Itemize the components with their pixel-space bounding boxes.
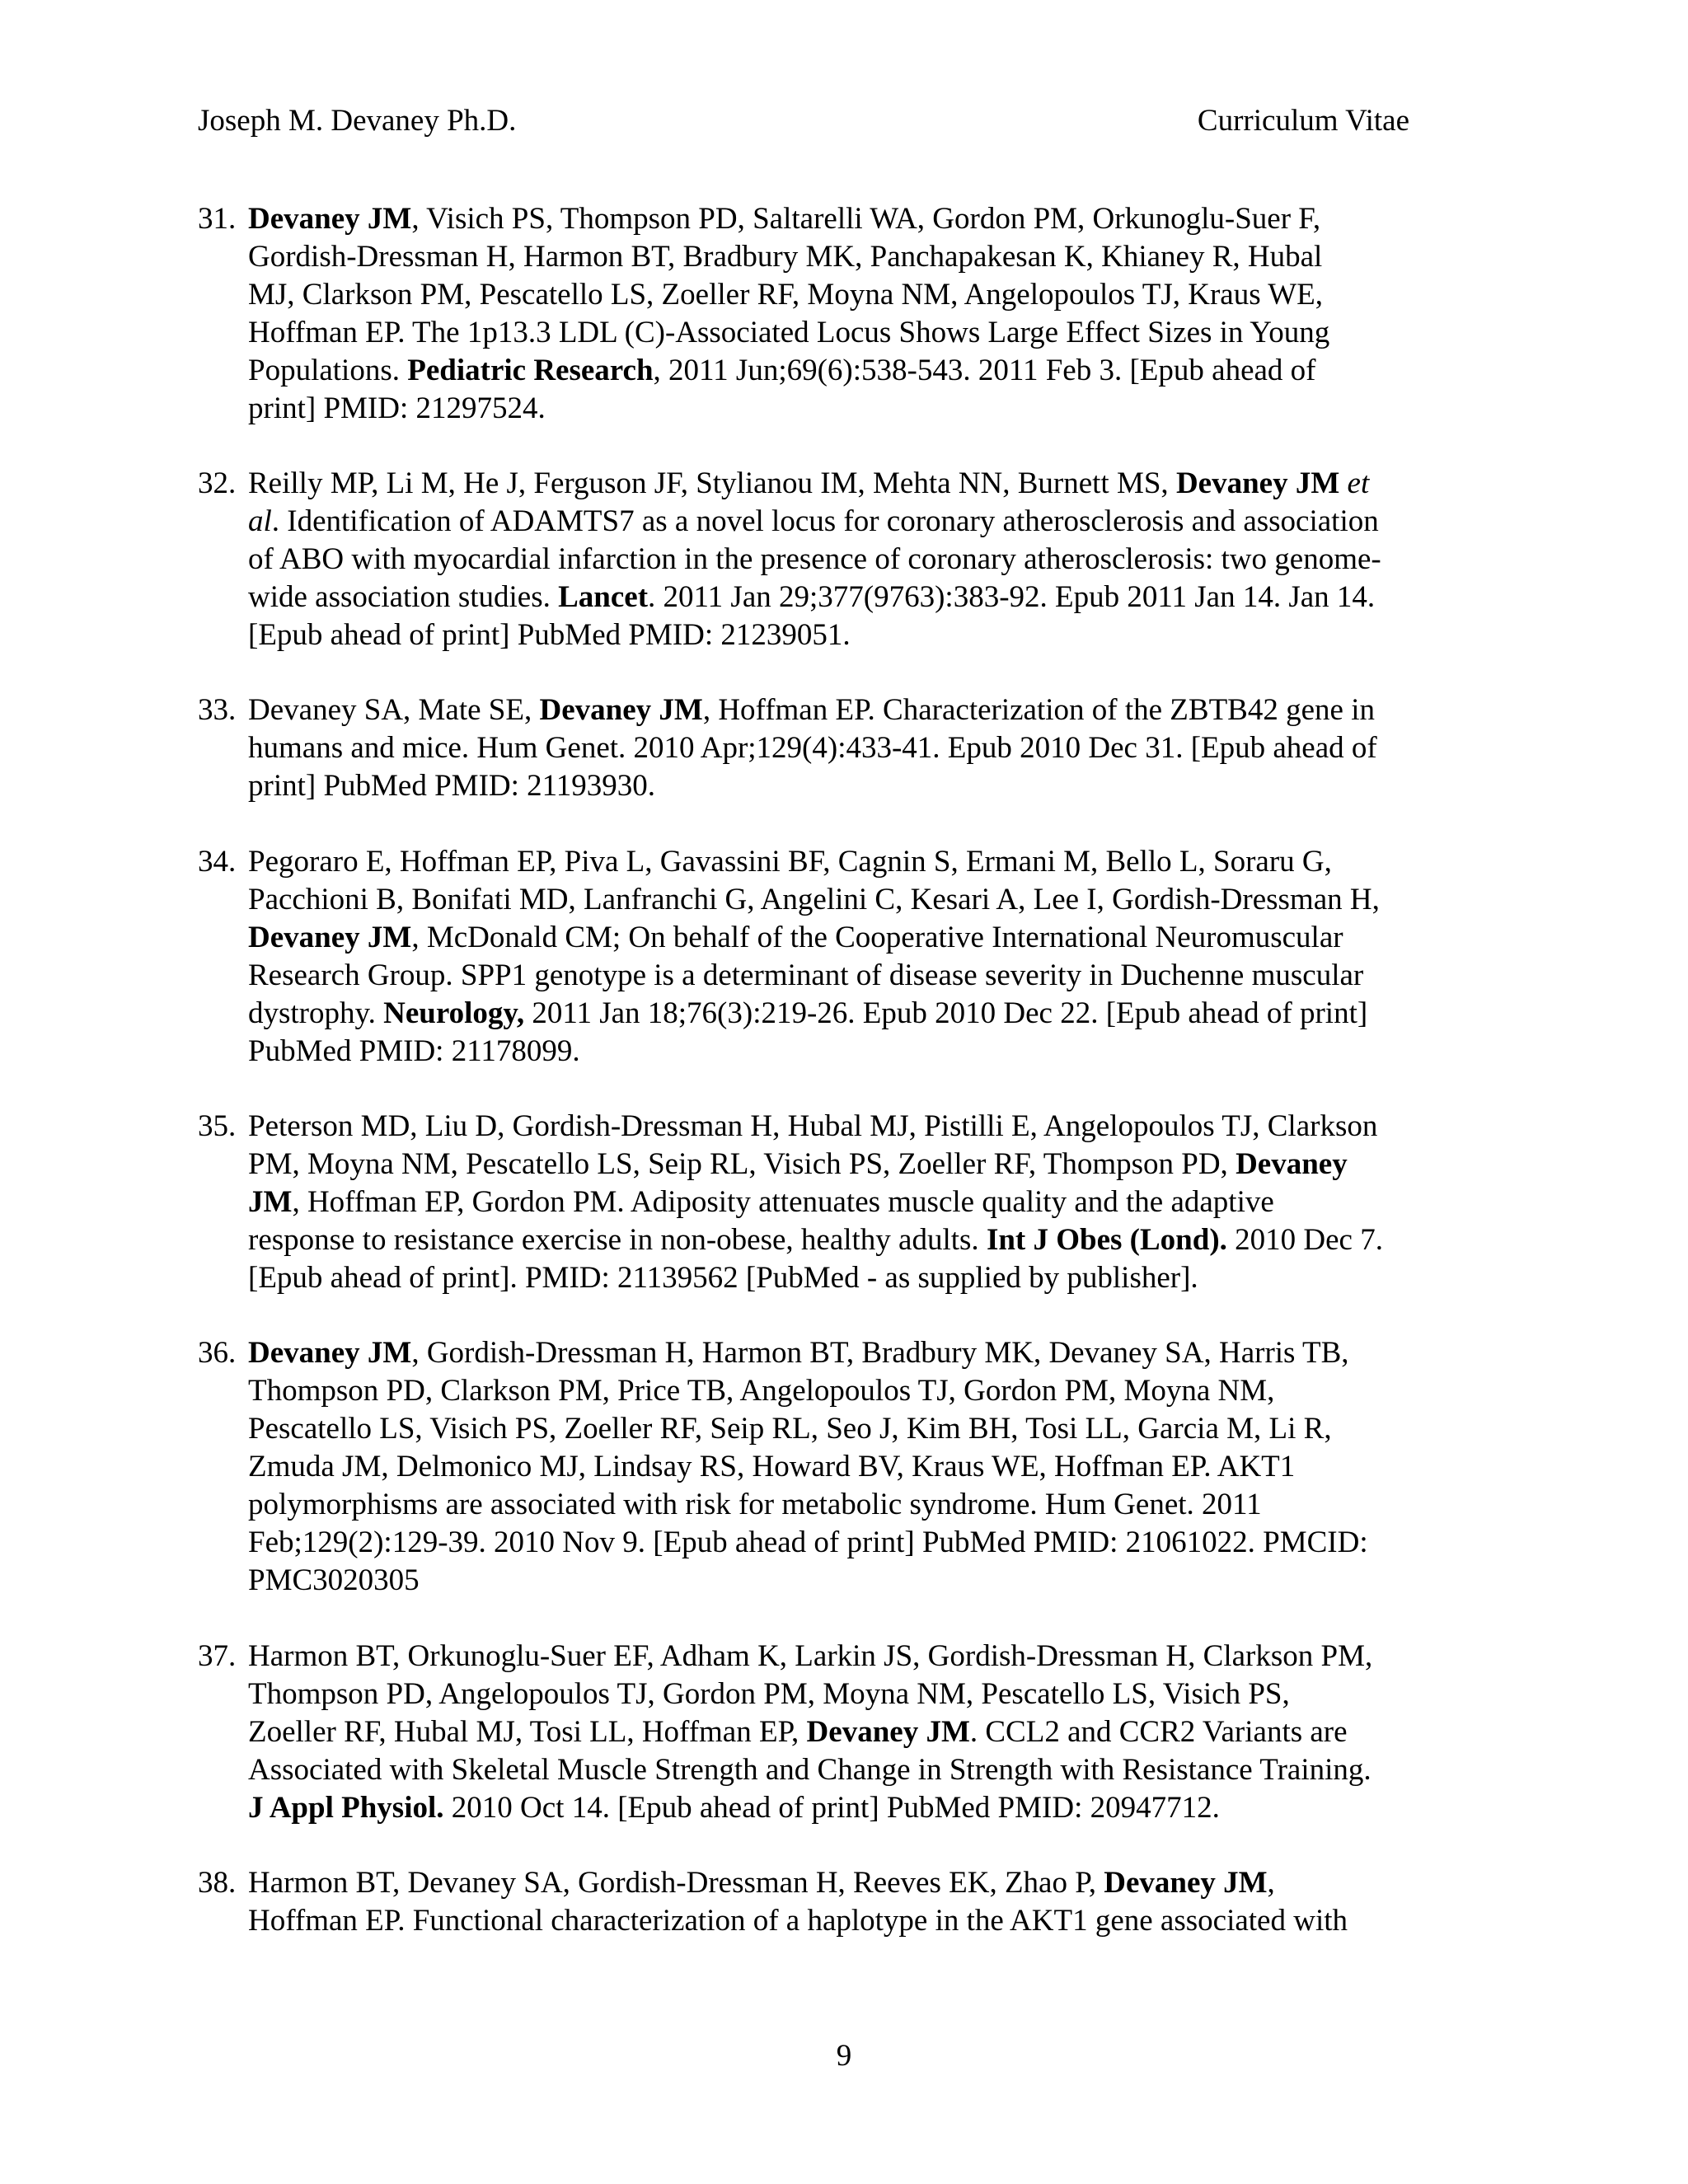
citation-text: , Hoffman EP. Characterization of the ZBTB42 gene in humans and mice. Hum Genet. 2010 Apr;129(4):433-41. Epub 2010 Dec 31. [Epub ahead of print] PubMed PMID: 21193930. [248, 693, 1377, 803]
publication-citation [248, 843, 1484, 1071]
publication-number: 37. [198, 1639, 237, 1673]
publication-number: 32. [198, 466, 237, 500]
bold-citation-text: Lancet [558, 580, 649, 614]
publication-citation [248, 691, 1484, 805]
author-name: Joseph M. Devaney Ph.D. [198, 104, 517, 138]
citation-text: 2010 Dec 7. [Epub ahead of print]. PMID: 21139562 [PubMed - as supplied by publisher]. [248, 1223, 1383, 1295]
publication-item [198, 465, 1484, 654]
citation-text: Pegoraro E, Hoffman EP, Piva L, Gavassini BF, Cagnin S, Ermani M, Bello L, Soraru G, Pacchioni B, Bonifati MD, Lanfranchi G, Angelini C, Kesari A, Lee I, Gordish-Dressman H, [248, 845, 1380, 916]
publication-citation [248, 200, 1484, 428]
citation-text: . 2011 Jan 29;377(9763):383-92. Epub 2011 Jan 14. Jan 14. [Epub ahead of print] PubMed PMID: 21239051. [248, 580, 1376, 652]
bold-citation-text: Devaney JM [539, 693, 703, 727]
page-header [198, 101, 1409, 142]
citation-text: , Visich PS, Thompson PD, Saltarelli WA, Gordon PM, Orkunoglu-Suer F, Gordish-Dressman H, Harmon BT, Bradbury MK, Panchapakesan K, Khianey R, Hubal MJ, Clarkson PM, Pescatello LS, Zoeller RF, Moyna NM, Angelopoulos TJ, Kraus WE, Hoffman EP. The 1p13.3 LDL (C)-Associated Locus Shows Large Effect Sizes in Young Populations. [248, 202, 1330, 387]
citation-text: Harmon BT, Devaney SA, Gordish-Dressman H, Reeves EK, Zhao P, [248, 1866, 1104, 1900]
publication-number: 35. [198, 1109, 237, 1143]
publication-item [198, 691, 1484, 805]
publication-item [198, 200, 1484, 428]
bold-citation-text: Devaney JM [248, 1147, 1348, 1219]
publication-citation [248, 465, 1484, 654]
bold-citation-text: Devaney JM [806, 1715, 970, 1749]
publication-number: 38. [198, 1866, 237, 1900]
citation-text: , McDonald CM; On behalf of the Cooperative International Neuromuscular Research Group. SPP1 genotype is a determinant of disease severity in Duchenne muscular dystrophy. [248, 921, 1364, 1030]
citation-text: 2010 Oct 14. [Epub ahead of print] PubMed PMID: 20947712. [443, 1791, 1220, 1825]
citation-text: Reilly MP, Li M, He J, Ferguson JF, Stylianou IM, Mehta NN, Burnett MS, [248, 466, 1176, 500]
bold-citation-text: Devaney JM [1175, 466, 1340, 500]
bold-citation-text: Int J Obes (Lond). [986, 1223, 1227, 1257]
publication-number: 36. [198, 1336, 237, 1370]
publication-citation [248, 1334, 1484, 1600]
publication-item [198, 843, 1484, 1071]
publication-item [198, 1864, 1484, 1940]
publication-number: 34. [198, 845, 237, 879]
publication-citation [248, 1864, 1484, 1940]
citation-text: . CCL2 and CCR2 Variants are Associated with Skeletal Muscle Strength and Change in Strength with Resistance Training. [248, 1715, 1372, 1787]
publication-citation [248, 1638, 1484, 1827]
citation-text: Peterson MD, Liu D, Gordish-Dressman H, Hubal MJ, Pistilli E, Angelopoulos TJ, Clarkson PM, Moyna NM, Pescatello LS, Seip RL, Visich PS, Zoeller RF, Thompson PD, [248, 1109, 1378, 1181]
citation-text: , Gordish-Dressman H, Harmon BT, Bradbury MK, Devaney SA, Harris TB, Thompson PD, Clarkson PM, Price TB, Angelopoulos TJ, Gordon PM, Moyna NM, Pescatello LS, Visich PS, Zoeller RF, Seip RL, Seo J, Kim BH, Tosi LL, Garcia M, Li R, Zmuda JM, Delmonico MJ, Lindsay RS, Howard BV, Kraus WE, Hoffman EP. AKT1 polymorphisms are associated with risk for metabolic syndrome. Hum Genet. 2011 Feb;129(2):129-39. 2010 Nov 9. [Epub ahead of print] PubMed PMID: 21061022. PMCID: PMC3020305 [248, 1336, 1368, 1597]
bold-citation-text: Devaney JM [248, 921, 412, 954]
publication-item [198, 1108, 1484, 1297]
publication-number: 33. [198, 693, 237, 727]
bold-citation-text: Neurology, [383, 996, 525, 1030]
bold-citation-text: Devaney JM [1104, 1866, 1268, 1900]
citation-text: Harmon BT, Orkunoglu-Suer EF, Adham K, Larkin JS, Gordish-Dressman H, Clarkson PM, Thompson PD, Angelopoulos TJ, Gordon PM, Moyna NM, Pescatello LS, Visich PS, Zoeller RF, Hubal MJ, Tosi LL, Hoffman EP, [248, 1639, 1373, 1749]
citation-text [1339, 466, 1347, 500]
publication-item [198, 1638, 1484, 1827]
document-title: Curriculum Vitae [1197, 104, 1409, 138]
publication-number: 31. [198, 202, 237, 236]
italic-citation-text: et al [248, 466, 1370, 538]
page-number: 9 [836, 2039, 852, 2073]
bold-citation-text: Pediatric Research [407, 354, 654, 387]
citation-text: 2011 Jan 18;76(3):219-26. Epub 2010 Dec 22. [Epub ahead of print] PubMed PMID: 21178099. [248, 996, 1368, 1068]
bold-citation-text: J Appl Physiol. [248, 1791, 444, 1825]
citation-text: , Hoffman EP. Functional characterization of a haplotype in the AKT1 gene associated with [248, 1866, 1348, 1938]
citation-text: Devaney SA, Mate SE, [248, 693, 540, 727]
bold-citation-text: Devaney JM [248, 1336, 412, 1370]
publication-citation [248, 1108, 1484, 1297]
citation-text: , Hoffman EP, Gordon PM. Adiposity attenuates muscle quality and the adaptive response to resistance exercise in non-obese, healthy adults. [248, 1185, 1274, 1257]
citation-text: . Identification of ADAMTS7 as a novel locus for coronary atherosclerosis and association of ABO with myocardial infarction in the presence of coronary atherosclerosis: two genome- wide association studies. [248, 504, 1381, 614]
publication-item [198, 1334, 1484, 1600]
bold-citation-text: Devaney JM [248, 202, 412, 236]
citation-text: , 2011 Jun;69(6):538-543. 2011 Feb 3. [Epub ahead of print] PMID: 21297524. [248, 354, 1316, 425]
